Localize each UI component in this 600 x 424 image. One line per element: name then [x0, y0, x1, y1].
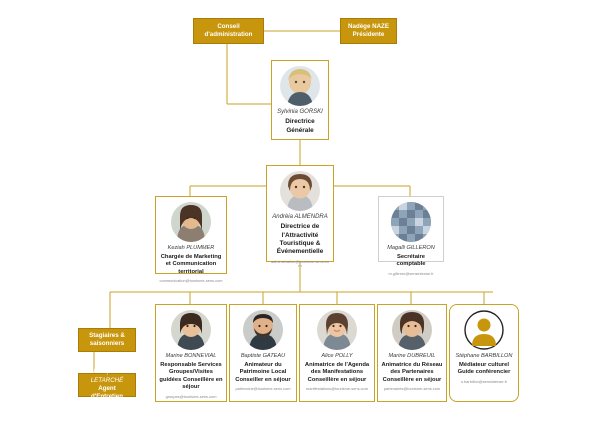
accounting-name: Magalli GILLERON [387, 245, 435, 251]
card-team-member[interactable] [229, 304, 297, 402]
team-member-email[interactable]: manifestations@tourisme-sens.com [306, 386, 368, 392]
board-president-box[interactable] [340, 18, 397, 44]
attractivity-name: Andrèia ALMENDRA [272, 214, 328, 220]
team-member-name: Marine BONNEVIAL [165, 353, 217, 359]
card-team-member[interactable] [449, 304, 519, 402]
card-team-member[interactable] [155, 304, 227, 402]
card-team-member[interactable] [377, 304, 447, 402]
team-member-title: Responsable Services Groupes/Visites guidées Conseillère en séjour [159, 361, 223, 391]
team-member-title: Animateur du Patrimoine Local Conseiller en séjour [235, 361, 291, 383]
card-team-member[interactable] [299, 304, 375, 402]
director-name: Sylvinia GORSKI [277, 109, 323, 115]
marketing-name: Keziah PLUMMER [167, 245, 215, 251]
team-member-name: Marine DUBREUIL [388, 353, 436, 359]
card-accounting[interactable] [378, 196, 444, 276]
accounting-title: Secrétaire comptable [396, 253, 426, 268]
team-member-title: Médiateur culturel Guide conférencier [457, 361, 511, 376]
maintenance-name: Françoise LETARCHÉ [90, 368, 124, 384]
marketing-title: Chargée de Marketing et Communication territorial [160, 253, 222, 275]
director-title: Directrice Générale [285, 118, 315, 134]
avatar-placeholder-photo [464, 310, 504, 350]
board-president-name: Nadège NAZE [348, 22, 389, 30]
attractivity-title: Directrice de l'Attractivité Touristique & Événementielle [276, 223, 324, 256]
team-member-name: Baptiste GATEAU [240, 353, 286, 359]
card-marketing[interactable] [155, 196, 227, 284]
portrait-blonde-woman-photo [280, 66, 320, 106]
board-council-box[interactable] [193, 18, 264, 44]
team-member-name: Stéphane BARBILLON [455, 353, 513, 359]
portrait-woman-smiling-photo [317, 310, 357, 350]
marketing-email[interactable]: communication@tourisme-sens.com [159, 278, 223, 284]
portrait-man-beard-photo [243, 310, 283, 350]
team-member-name: Alice POLLY [321, 353, 353, 359]
portrait-long-hair-woman-photo [171, 202, 211, 242]
board-president-role: Présidente [352, 31, 385, 38]
portrait-mosaic-photo [391, 202, 431, 242]
board-council-line1: Conseil [217, 22, 240, 30]
portrait-brunette-woman-photo [280, 171, 320, 211]
maintenance-role: Agent d'Entretien [90, 385, 124, 401]
interns-line1: Stagiaires & [89, 331, 125, 339]
portrait-woman-dark-hair-photo [171, 310, 211, 350]
maintenance-box[interactable] [78, 368, 136, 401]
card-director[interactable] [271, 60, 329, 140]
team-member-email[interactable]: partenaires@tourisme-sens.com [383, 386, 441, 392]
accounting-email[interactable]: m.gilleron@sensintense.fr [388, 270, 434, 276]
interns-box[interactable] [78, 328, 136, 352]
board-council-line2: d'administration [204, 31, 253, 38]
portrait-woman-curly-photo [392, 310, 432, 350]
interns-line2: saisonniers [89, 340, 125, 347]
attractivity-email[interactable]: administration@tourisme-sens.com [271, 258, 329, 269]
team-member-email[interactable]: patrimoine@tourisme-sens.com [235, 386, 291, 392]
team-member-email[interactable]: groupes@tourisme-sens.com [165, 393, 217, 399]
team-member-email[interactable]: s.barbillon@sensintense.fr [461, 378, 507, 384]
team-member-title: Animatrice de l'Agenda des Manifestations Conseillère en séjour [304, 361, 370, 383]
team-member-title: Animatrice du Réseau des Partenaires Conseillère en séjour [381, 361, 443, 383]
card-attractivity-director[interactable] [266, 165, 334, 269]
